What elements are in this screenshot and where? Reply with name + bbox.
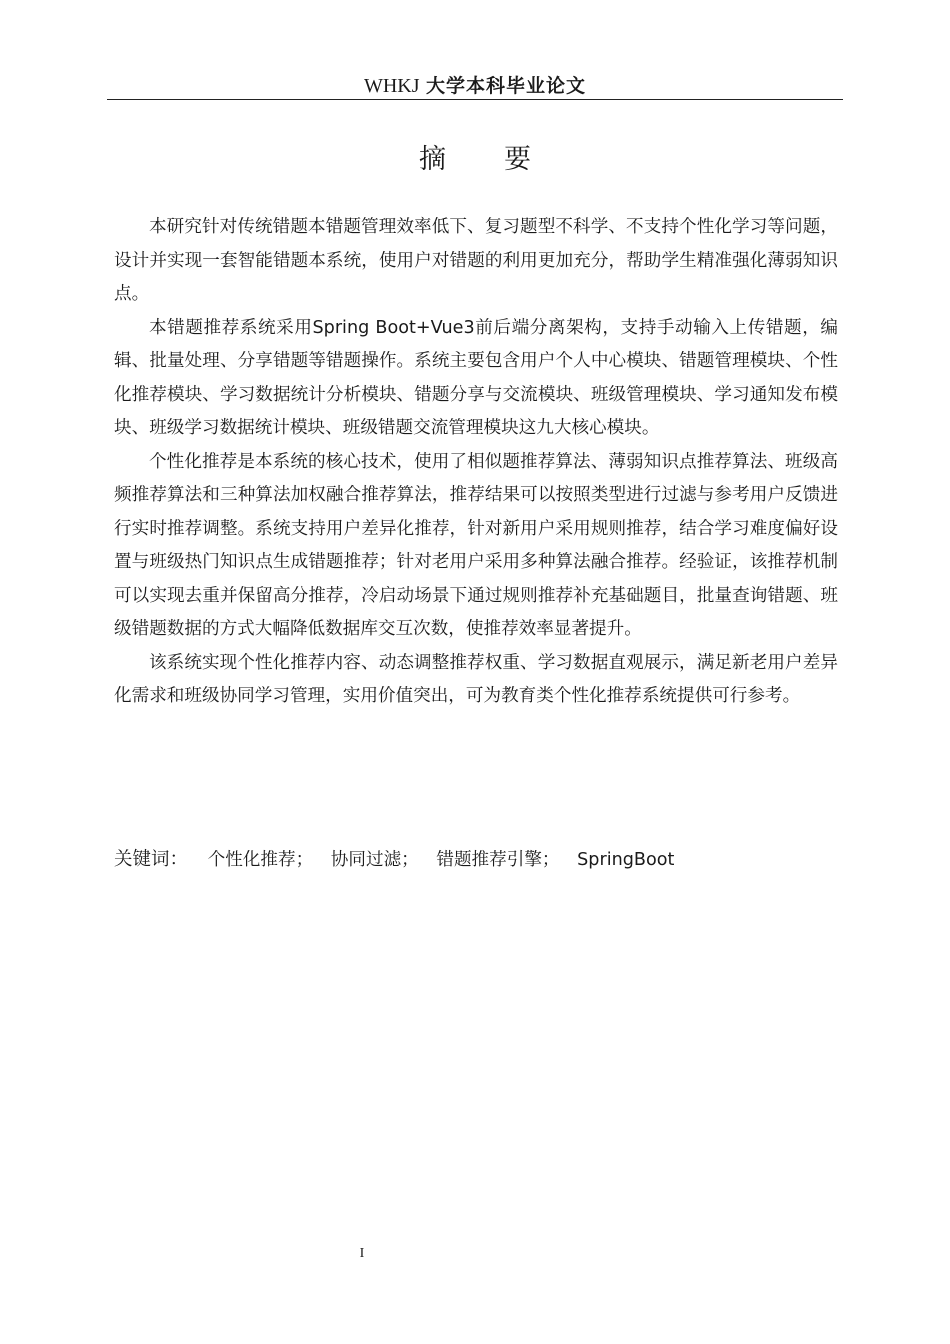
keywords-line <box>114 843 838 877</box>
abstract-paragraph-1: 本研究针对传统错题本错题管理效率低下、复习题型不科学、不支持个性化学习等问题，设计并实现一套智能错题本系统，使用户对错题的利用更加充分，帮助学生精准强化薄弱知识点。 <box>114 217 838 304</box>
tech-stack-term: Spring Boot+Vue3 <box>312 317 475 338</box>
abstract-paragraph-4: 该系统实现个性化推荐内容、动态调整推荐权重、学习数据直观展示，满足新老用户差异化需求和班级协同学习管理，实用价值突出，可为教育类个性化推荐系统提供可行参考。 <box>114 652 838 706</box>
page-number: I <box>359 1246 365 1261</box>
keyword-item: SpringBoot <box>577 850 675 870</box>
header-school-code: WHKJ <box>363 75 420 97</box>
abstract-body <box>114 211 838 714</box>
header-rule <box>107 99 843 100</box>
keyword-item: 错题推荐引擎； <box>436 850 560 870</box>
keyword-item: 个性化推荐； <box>207 850 314 870</box>
running-header <box>107 72 843 100</box>
abstract-paragraph-2-pre: 本错题推荐系统采用 <box>149 317 313 338</box>
abstract-paragraph-3: 个性化推荐是本系统的核心技术，使用了相似题推荐算法、薄弱知识点推荐算法、班级高频推荐算法和三种算法加权融合推荐算法，推荐结果可以按照类型进行过滤与参考用户反馈进行实时推荐调整。系统支持用户差异化推荐，针对新用户采用规则推荐，结合学习难度偏好设置与班级热门知识点生成错题推荐；针对老用户采用多种算法融合推荐。经验证，该推荐机制可以实现去重并保留高分推荐，冷启动场景下通过规则推荐补充基础题目，批量查询错题、班级错题数据的方式大幅降低数据库交互次数，使推荐效率显著提升。 <box>114 451 838 639</box>
abstract-paragraph-2-post: 前后端分离架构，支持手动输入上传错题，编辑、批量处理、分享错题等错题操作。系统主要包含用户个人中心模块、错题管理模块、个性化推荐模块、学习数据统计分析模块、错题分享与交流模块、班级管理模块、学习通知发布模块、班级学习数据统计模块、班级错题交流管理模块这九大核心模块。 <box>114 317 838 438</box>
header-title: 大学本科毕业论文 <box>426 75 587 97</box>
abstract-title: 摘要 <box>419 144 589 175</box>
keywords-label: 关键词： <box>114 849 189 870</box>
abstract-paragraph-2 <box>114 312 838 446</box>
keyword-item: 协同过滤； <box>330 850 419 870</box>
